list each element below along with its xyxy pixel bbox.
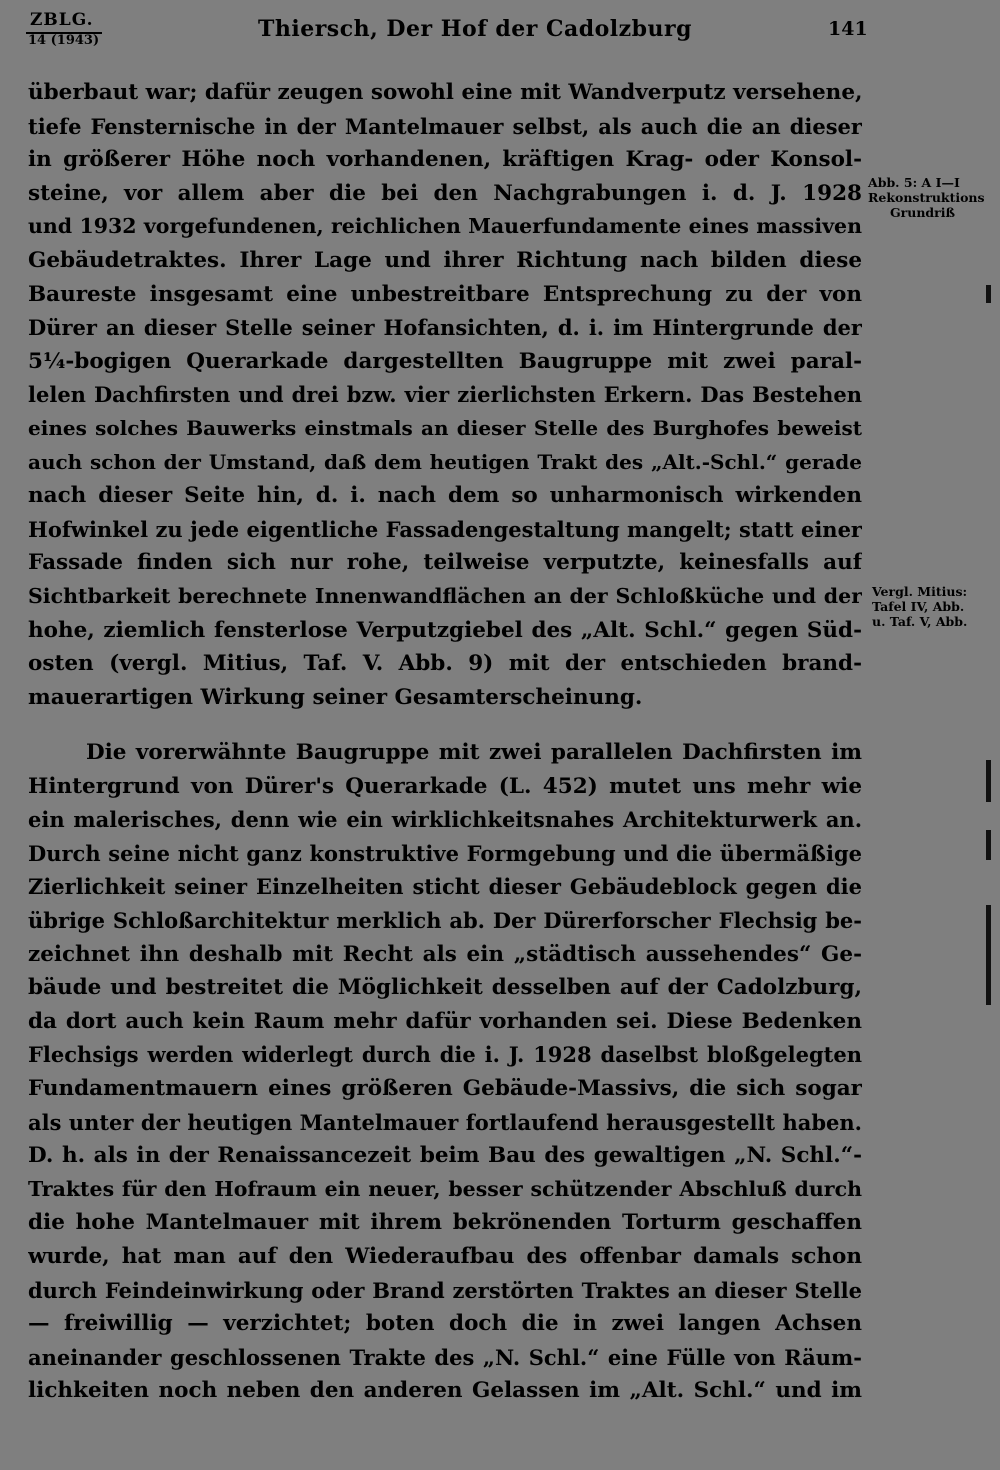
text-line: mauerartigen Wirkung seiner Gesamterscheinung. — [28, 684, 643, 710]
text-line: D. h. als in der Renaissancezeit beim Bau des gewaltigen „N. Schl.“- — [28, 1143, 862, 1169]
margin-note-line: u. Taf. V, Abb. — [872, 614, 968, 629]
text-line: Sichtbarkeit berechnete Innenwandflächen an der Schloßküche und der — [28, 583, 862, 608]
text-line: als unter der heutigen Mantelmauer fortlaufend herausgestellt haben. — [28, 1109, 862, 1135]
text-line: aneinander geschlossenen Trakte des „N. Schl.“ eine Fülle von Räum- — [28, 1344, 862, 1370]
text-line: lichkeiten noch neben den anderen Gelassen im „Alt. Schl.“ und im — [28, 1378, 862, 1404]
text-line: Hofwinkel zu jede eigentliche Fassadengestaltung mangelt; statt einer — [28, 516, 862, 542]
scan-edge-mark — [986, 285, 991, 303]
running-title: Thiersch, Der Hof der Cadolzburg — [258, 16, 692, 42]
page-header — [0, 6, 1000, 46]
margin-note-line: Vergl. Mitius: — [872, 584, 968, 599]
margin-note-reconstruction — [868, 175, 985, 220]
text-line: die hohe Mantelmauer mit ihrem bekrönenden Torturm geschaffen — [28, 1210, 862, 1236]
text-line: Baureste insgesamt eine unbestreitbare Entsprechung zu der von — [28, 281, 862, 307]
text-line: zeichnet ihn deshalb mit Recht als ein „städtisch aussehendes“ Ge- — [28, 941, 862, 967]
text-line: durch Feindeinwirkung oder Brand zerstörten Traktes an dieser Stelle — [28, 1277, 862, 1303]
margin-note-line: Grundriß — [890, 205, 956, 220]
margin-note-line: Abb. 5: A I—I — [868, 175, 960, 190]
issue-number: 14 (1943) — [28, 33, 100, 48]
scan-edge-mark — [986, 760, 991, 802]
text-line: nach dieser Seite hin, d. i. nach dem so unharmonisch wirkenden — [28, 483, 862, 509]
text-line: Hintergrund von Dürer's Querarkade (L. 452) mutet uns mehr wie — [28, 773, 862, 799]
text-line: Fundamentmauern eines größeren Gebäude-Massivs, die sich sogar — [28, 1075, 862, 1101]
text-line: Flechsigs werden widerlegt durch die i. J. 1928 daselbst bloßgelegten — [28, 1042, 862, 1068]
text-line: tiefe Fensternische in der Mantelmauer selbst, als auch die an dieser — [28, 113, 862, 139]
text-line: steine, vor allem aber die bei den Nachgrabungen i. d. J. 1928 — [28, 180, 862, 206]
journal-abbreviation: ZBLG. — [30, 10, 94, 30]
text-line: Zierlichkeit seiner Einzelheiten sticht dieser Gebäudeblock gegen die — [28, 874, 862, 900]
text-line: da dort auch kein Raum mehr dafür vorhanden sei. Diese Bedenken — [28, 1008, 862, 1034]
text-line: Dürer an dieser Stelle seiner Hofansichten, d. i. im Hintergrunde der — [28, 315, 862, 341]
text-line: — freiwillig — verzichtet; boten doch die in zwei langen Achsen — [28, 1311, 862, 1337]
text-line: übrige Schloßarchitektur merklich ab. Der Dürerforscher Flechsig be- — [28, 907, 862, 933]
text-line: Gebäudetraktes. Ihrer Lage und ihrer Richtung nach bilden diese — [28, 247, 862, 273]
paragraph-1 — [28, 76, 862, 714]
text-line: Die vorerwähnte Baugruppe mit zwei parallelen Dachfirsten im — [86, 740, 862, 765]
text-line: ein malerisches, denn wie ein wirklichkeitsnahes Architekturwerk an. — [28, 807, 862, 833]
text-line: in größerer Höhe noch vorhandenen, kräftigen Krag- oder Konsol- — [28, 147, 862, 173]
text-line: überbaut war; dafür zeugen sowohl eine mit Wandverputz versehene, — [28, 80, 862, 105]
text-line: Fassade finden sich nur rohe, teilweise verputzte, keinesfalls auf — [28, 550, 862, 576]
text-line: wurde, hat man auf den Wiederaufbau des offenbar damals schon — [28, 1243, 862, 1269]
text-line: eines solches Bauwerks einstmals an dieser Stelle des Burghofes beweist — [28, 415, 862, 440]
text-line: auch schon der Umstand, daß dem heutigen Trakt des „Alt.-Schl.“ gerade — [28, 449, 862, 474]
text-line: Durch seine nicht ganz konstruktive Formgebung und die übermäßige — [28, 840, 862, 866]
paragraph-2 — [28, 736, 862, 1408]
margin-note-line: Tafel IV, Abb. — [872, 599, 965, 614]
text-line: bäude und bestreitet die Möglichkeit desselben auf der Cadolzburg, — [28, 975, 862, 1001]
text-line: Traktes für den Hofraum ein neuer, besser schützender Abschluß durch — [28, 1176, 862, 1201]
text-line: 5¼-bogigen Querarkade dargestellten Baugruppe mit zwei paral- — [28, 348, 862, 374]
text-line: osten (vergl. Mitius, Taf. V. Abb. 9) mit der entschieden brand- — [28, 651, 862, 677]
text-line: lelen Dachfirsten und drei bzw. vier zierlichsten Erkern. Das Bestehen — [28, 382, 862, 408]
text-line: hohe, ziemlich fensterlose Verputzgiebel des „Alt. Schl.“ gegen Süd- — [28, 617, 862, 643]
scan-edge-mark — [986, 905, 991, 1005]
scan-edge-mark — [986, 830, 991, 860]
margin-note-line: Rekonstruktions — [868, 190, 985, 205]
page-number: 141 — [828, 18, 868, 40]
margin-note-mitius — [872, 584, 967, 629]
text-line: und 1932 vorgefundenen, reichlichen Mauerfundamente eines massiven — [28, 214, 862, 239]
